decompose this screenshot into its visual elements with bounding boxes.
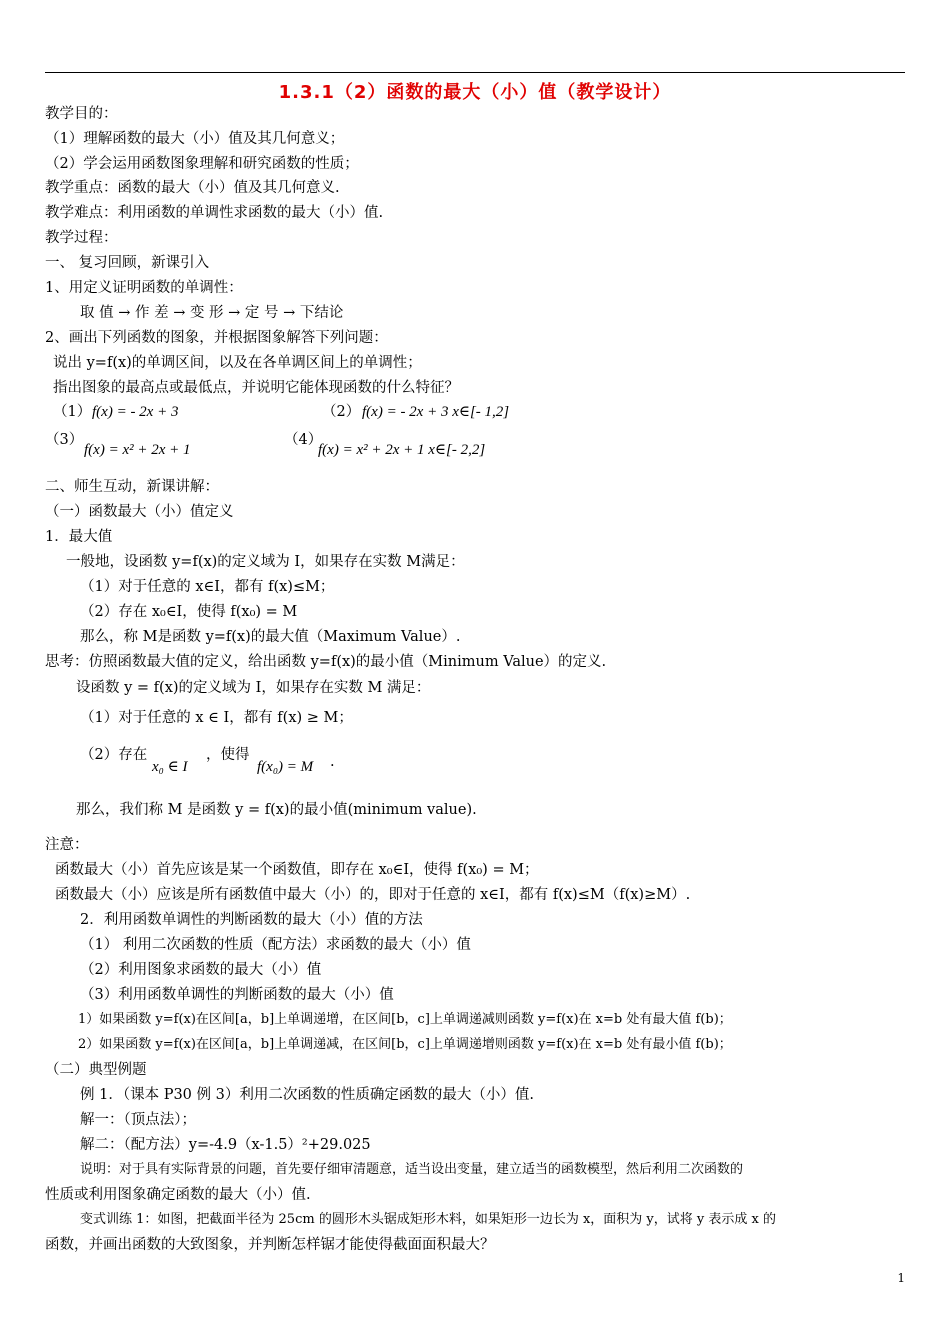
min-def-period: . [330, 754, 335, 770]
page-number: 1 [897, 1271, 905, 1285]
text-line: 函数，并画出函数的大致图象，并判断怎样锯才能使得截面面积最大？ [45, 1237, 495, 1253]
text-line: 教学难点：利用函数的单调性求函数的最大（小）值. [45, 205, 384, 221]
text-line: （2）存在 x₀∈I，使得 f(x₀) = M [80, 604, 298, 620]
text-line: 例 1．（课本 P30 例 3）利用二次函数的性质确定函数的最大（小）值. [80, 1087, 534, 1103]
text-line: 1、用定义证明函数的单调性： [45, 280, 243, 296]
text-line: （1）对于任意的 x∈I，都有 f(x)≤M； [80, 579, 335, 595]
exercise-label: （4） [284, 432, 323, 448]
text-line: 函数最大（小）应该是所有函数值中最大（小）的，即对于任意的 x∈I，都有 f(x)≤M（f(x)≥M）. [55, 887, 691, 903]
text-line: 性质或利用图象确定函数的最大（小）值. [45, 1187, 311, 1203]
exercise-formula: f(x) = - 2x + 3 [92, 404, 179, 420]
exercise-formula: f(x) = x² + 2x + 1 [84, 442, 191, 458]
text-line: （1）理解函数的最大（小）值及其几何意义； [45, 131, 345, 147]
min-def-condition: ，使得 [206, 747, 250, 763]
exercise-formula: f(x) = - 2x + 3 x∈[- 1,2] [362, 404, 510, 420]
text-line: 说出 y=f(x)的单调区间，以及在各单调区间上的单调性； [53, 355, 422, 371]
text-line: （2）学会运用函数图象理解和研究函数的性质； [45, 156, 359, 172]
text-line: 一般地，设函数 y=f(x)的定义域为 I，如果存在实数 M满足： [66, 554, 465, 570]
text-line: （一）函数最大（小）值定义 [45, 504, 234, 520]
text-line: 取 值 → 作 差 → 变 形 → 定 号 → 下结论 [80, 305, 344, 321]
text-line: 一、 复习回顾，新课引入 [45, 255, 210, 271]
text-line: 教学重点：函数的最大（小）值及其几何意义. [45, 180, 340, 196]
min-def-formula: x₀ ∈ I [152, 759, 188, 775]
text-line: 注意： [45, 837, 89, 853]
min-def-condition: （1）对于任意的 x ∈ I，都有 f(x) ≥ M； [80, 710, 353, 726]
text-line: 教学目的： [45, 106, 118, 122]
exercise-label: （3） [45, 432, 84, 448]
text-line: 1．最大值 [45, 529, 113, 545]
text-line: 思考：仿照函数最大值的定义，给出函数 y=f(x)的最小值（Minimum Value）的定义. [45, 654, 607, 670]
text-line: 2）如果函数 y=f(x)在区间[a，b]上单调递减，在区间[b，c]上单调递增则函数 y=f(x)在 x=b 处有最小值 f(b)； [78, 1037, 732, 1052]
text-line: （2）利用图象求函数的最大（小）值 [80, 962, 322, 978]
text-line: 2、画出下列函数的图象，并根据图象解答下列问题： [45, 330, 388, 346]
text-line: （1） 利用二次函数的性质（配方法）求函数的最大（小）值 [80, 937, 471, 953]
header-rule [45, 72, 905, 73]
text-line: 解二：（配方法）y=-4.9（x-1.5）²+29.025 [80, 1137, 371, 1153]
text-line: 指出图象的最高点或最低点，并说明它能体现函数的什么特征？ [53, 380, 459, 396]
text-line: 说明：对于具有实际背景的问题，首先要仔细审清题意，适当设出变量，建立适当的函数模型，然后利用二次函数的 [80, 1162, 744, 1177]
min-def-intro: 设函数 y = f(x)的定义域为 I，如果存在实数 M 满足： [76, 680, 431, 696]
page-title: 1.3.1（2）函数的最大（小）值（教学设计） [278, 82, 672, 103]
text-line: （3）利用函数单调性的判断函数的最大（小）值 [80, 987, 394, 1003]
text-line: 教学过程： [45, 230, 118, 246]
exercise-label: （1） [53, 404, 92, 420]
min-def-conclusion: 那么，我们称 M 是函数 y = f(x)的最小值(minimum value). [76, 802, 477, 818]
text-line: 函数最大（小）首先应该是某一个函数值，即存在 x₀∈I，使得 f(x₀) = M； [55, 862, 539, 878]
min-def-formula: f(x₀) = M [257, 759, 314, 775]
exercise-label: （2） [322, 404, 361, 420]
text-line: 变式训练 1：如图，把截面半径为 25cm 的圆形木头锯成矩形木料，如果矩形一边长为 x，面积为 y，试将 y 表示成 x 的 [80, 1212, 776, 1227]
text-line: 2．利用函数单调性的判断函数的最大（小）值的方法 [80, 912, 423, 928]
text-line: （二）典型例题 [45, 1062, 147, 1078]
text-line: 1）如果函数 y=f(x)在区间[a，b]上单调递增，在区间[b，c]上单调递减则函数 y=f(x)在 x=b 处有最大值 f(b)； [78, 1012, 732, 1027]
min-def-condition: （2）存在 [80, 747, 148, 763]
text-line: 二、师生互动，新课讲解： [45, 479, 219, 495]
exercise-formula: f(x) = x² + 2x + 1 x∈[- 2,2] [318, 442, 486, 458]
text-line: 那么，称 M是函数 y=f(x)的最大值（Maximum Value）. [80, 629, 461, 645]
text-line: 解一：（顶点法）； [80, 1112, 196, 1128]
